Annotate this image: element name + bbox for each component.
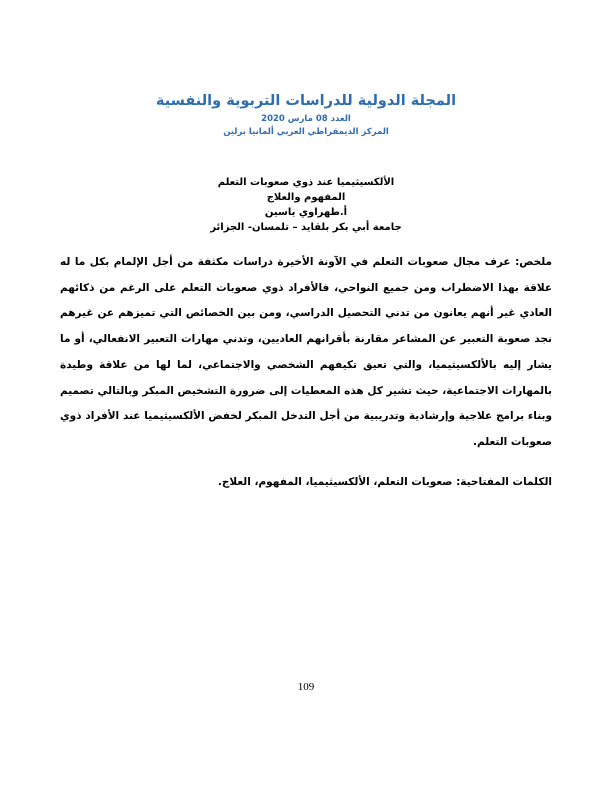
abstract-text: عرف مجال صعوبات التعلم في الآونة الأخيرة دراسات مكثفة من أجل الإلمام بكل ما له علاقة بهذا الاضطراب ومن جميع النواحي، فالأفراد ذوي صعوبات التعلم على الرغم من ذكائهم العادي غير أنهم يعانون من تدني التحصيل الدراسي، ومن بين الخصائص التي تميزهم عن غيرهم نجد صعوبة التعبير عن المشاعر مقارنة بأقرانهم العاديين، وتدني مهارات التعبير الانفعالي، أو ما يشار إليه بالألكسيثيميا، والتي تعيق تكيفهم الشخصي والاجتماعي، لما لها من علاقة وطيدة بالمهارات الاجتماعية، حيث تشير كل هذه المعطيات إلى ضرورة التشخيص المبكر وبالتالي تصميم وبناء برامج علاجية وإرشادية وتدريبية من أجل التدخل المبكر لخفض الألكسيثيميا عند الأفراد ذوي صعوبات التعلم. [60, 256, 552, 448]
abstract-label: ملخص: [515, 256, 552, 268]
page-number: 109 [297, 681, 315, 693]
article-subtitle: المفهوم والعلاج [266, 192, 346, 203]
abstract [60, 250, 552, 456]
keywords-text: صعوبات التعلم، الألكسيثيميا، المفهوم، العلاج. [217, 476, 457, 488]
journal-header [140, 91, 472, 139]
keywords [60, 473, 552, 491]
journal-publisher: المركز الديمقراطي العربي ألمانيا برلين [223, 127, 389, 137]
journal-title: المجلة الدولية للدراسات التربوية والنفسية [155, 93, 457, 109]
journal-issue: العدد 08 مارس 2020 [261, 114, 351, 124]
article-author: أ.طهراوي ياسين [264, 207, 348, 218]
keywords-label: الكلمات المفتاحية: [456, 476, 552, 488]
article-affiliation: جامعة أبي بكر بلقايد – تلمسان- الجزائر [210, 222, 402, 233]
article-title: الألكسيثيميا عند ذوي صعوبات التعلم [217, 177, 395, 188]
article-meta [160, 175, 452, 235]
